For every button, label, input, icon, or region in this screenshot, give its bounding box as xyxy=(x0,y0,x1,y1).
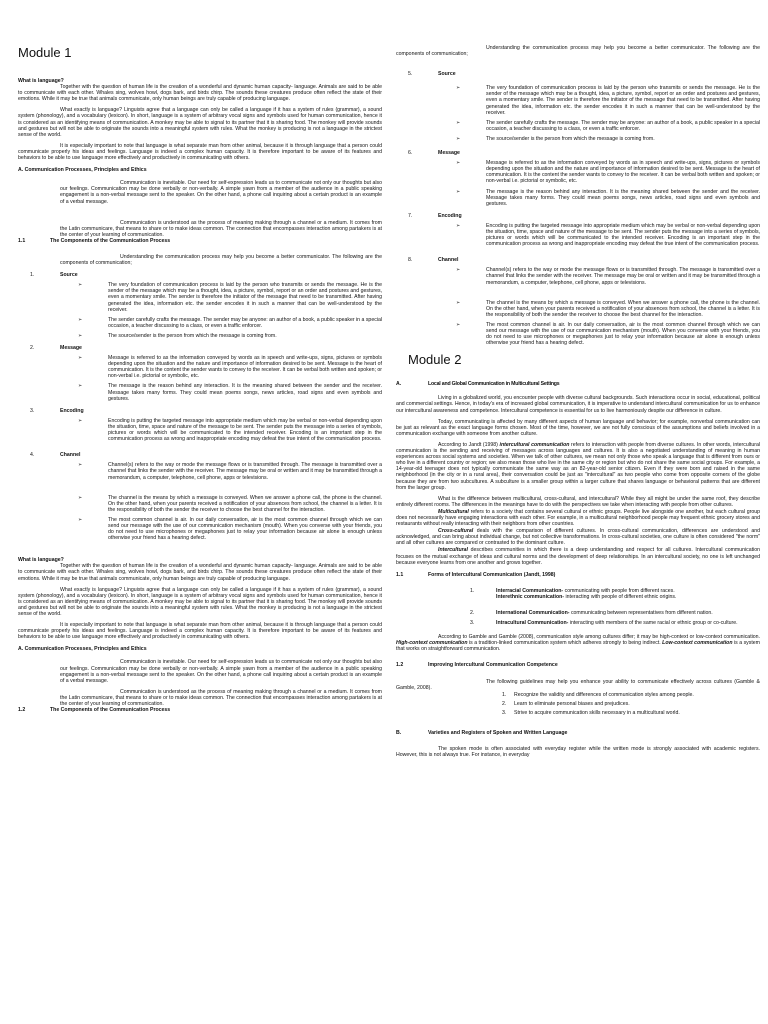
section-a-heading: A. Local and Global Communication in Multicultural Settings xyxy=(396,381,560,388)
paragraph: Intercultural describes communities in which there is a deep understanding and respect for all cultures. Intercultural communication focuses on the mutual exchange of ideas and cultural norms and the development of deep relationships. In an intercultural society, no one is left unchanged because everyone learns from one another and grows together. xyxy=(396,547,760,566)
list-item: ➢ The channel is the means by which a message is conveyed. When we answer a phone call, the phone is the channel. On the other hand, when your parents received a notification of your absences from school, the channel is a letter. It is the responsibility of both the sender the receiver to choose the best channel for the interaction. xyxy=(456,299,760,318)
paragraph: Together with the question of human life is the creation of a wonderful and dynamic human capacity- language. Animals are said to be able to communicate with each other. Whales sing, wolves howl, dogs bark, and birds chirp. The sounds these creatures produce often reflect the state of their emotions. While it may be true that animals communicate, only human beings are truly capable of producing language. xyxy=(18,563,382,582)
component-channel: 8. Channel xyxy=(408,257,459,264)
component-source: 5. Source xyxy=(408,71,456,78)
paragraph: According to Gamble and Gamble (2008), communication style among cultures differ; it may be high-context or low-context communication. High-context communication is a tradition-linked communication system which adheres strongly to being indirect. Low-context communication is a system that works on straightforward communication. xyxy=(396,634,760,653)
list-item: ➢ The very foundation of communication process is laid by the person who transmits or sends the message. He is the sender of the message which may be a thought, idea, a picture, symbol, report or an order and postures and gestures, even a momentary smile. The sender is therefore the initiator of the message that need to be transmitted. After having generated the idea, information etc. the sender encodes it in such a manner that can be well-understood by the receiver. xyxy=(456,85,760,116)
paragraph: Understanding the communication process may help you become a better communicator. The following are the components of communication; xyxy=(60,253,382,267)
paragraph: Communication is inevitable. Our need for self-expression leads us to communicate not only our thoughts but also our feelings. Communication may be done verbally or non-verbally. A simple yawn from a member of the audience in a public speaking engagement is a non-verbal message sent to the speaker. On the other hand, a phone call inquiring about a certain product is an example of a verbal message. xyxy=(60,180,382,205)
list-item: 1. Recognize the validity and differences of communication styles among people. xyxy=(502,691,694,698)
component-channel: 4. Channel xyxy=(30,452,81,459)
paragraph: It is especially important to note that language is what separate man from other animal, because it is through language that a person could communicate properly his ideas and feelings. Language is indeed a complex human capacity. It is therefore important to be aware of its features and behaviors to be able to use language more effectively and productively in communicating with others. xyxy=(18,142,382,162)
section-heading: A. Communication Processes, Principles and Ethics xyxy=(18,167,147,174)
section-1-1-heading: 1.1 Forms of Intercultural Communication (Jandt, 1998) xyxy=(396,571,556,578)
left-column xyxy=(18,0,382,1024)
paragraph: Living in a globalized world, you encounter people with diverse cultural backgrounds. Such interactions occur in social, educational, political and commercial settings. Hence, in today's era of increased global communication, it is imperative to understand intercultural communication for us to enhance our intercultural awareness and competence. Intercultural competence is essential for us to live harmoniously despite our difference in culture. xyxy=(396,395,760,414)
paragraph: According to Jandt (1998) intercultural communication refers to interaction with people from diverse cultures. In other words, intercultural communication is the sending and receiving of messages across languages and cultures. It is also a negotiated understanding of meaning in human experiences across social systems and societies. When we talk of other cultures, we mean not only those who speak a language that is different from ours or who live in a different country or region; we also mean those who live in the same city or region but who do not share the same social groups. For example, a 14-year-old teenager does not typically communicate the same way as an 82-year-old senior citizen. Even if they were born and raised in the same neighborhood (in the city or in a rural area), their conversation could be just as "intercultural" as two people who come from opposite corners of the globe because they are from two subcultures. A subculture is a smaller group within a larger culture that shares language or behavioral patterns that are different from the larger group. xyxy=(396,441,760,491)
component-message: 2. Message xyxy=(30,345,82,351)
list-item: 3. Intracultural Communication- interacting with members of the same racial or ethnic group or co-culture. xyxy=(470,620,738,627)
module-2-title: Module 2 xyxy=(408,352,462,368)
module-1-title: Module 1 xyxy=(18,45,72,60)
list-item: 2. International Communication- communicating between representatives from different nation. xyxy=(470,610,713,616)
component-encoding: 7. Encoding xyxy=(408,212,462,219)
list-item: 2. Learn to eliminate personal biases and prejudices. xyxy=(502,700,630,707)
list-item: 1. Interracial Communication- communicating with people from different races. Interethnic communication- interacting with people of different ethnic origins. xyxy=(470,587,677,600)
component-source: 1. Source xyxy=(30,272,78,279)
list-item: ➢ Message is referred to as the information conveyed by words as in speech and write-ups, signs, pictures or symbols depending upon the situation and the nature and importance of information desired to be sent. Message is the heart of communication. It is the content the sender wants to convey to the receiver. It can be verbal both written and spoken; or non-verbal i.e. pictorial or symbolic, etc. xyxy=(78,355,382,380)
paragraph: The following guidelines may help you enhance your ability to communicate effectively across cultures (Gamble & Gamble, 2008). xyxy=(396,678,760,691)
list-item: ➢ Channel(s) refers to the way or mode the message flows or is transmitted through. The message is transmitted over a channel that links the sender with the receiver. The message may be oral or written and it may be transmitted through a memorandum, a computer, telephone, cell phone, apps or televisions. xyxy=(456,267,760,286)
section-1-2-heading: 1.2 Improving Intercultural Communication Competence xyxy=(396,662,558,669)
section-heading: A. Communication Processes, Principles and Ethics xyxy=(18,646,147,653)
list-item: ➢ Encoding is putting the targeted message into appropriate medium which may be verbal or non-verbal depending upon the situation, time, space and nature of the message to be sent. The sender puts the message into a series of symbols, pictures or words which will be communicated to the intended receiver. Encoding is an important step in the communication process as wrong and inappropriate encoding may defeat the true intent of the communication process. xyxy=(456,222,760,248)
paragraph: Multicultural refers to a society that contains several cultural or ethnic groups. People live alongside one another, but each cultural group does not necessarily have engaging interactions with each other. For example, in a multicultural neighborhood people may frequent ethnic grocery stores and restaurants without really interacting with their neighbors from other countries. xyxy=(396,508,760,528)
paragraph: Together with the question of human life is the creation of a wonderful and dynamic human capacity- language. Animals are said to be able to communicate with each other. Whales sing, wolves howl, dogs bark, and birds chirp. The sounds these creatures produce often reflect the state of their emotions. While it may be true that animals communicate, only human beings are truly capable of producing language. xyxy=(18,84,382,103)
what-is-language-heading: What is language? xyxy=(18,78,64,84)
paragraph: Understanding the communication process may help you become a better communicator. The following are the components of communication; xyxy=(396,45,760,58)
paragraph: The spoken mode is often associated with everyday register while the written mode is strongly associated with academic registers. However, this is not always true. For instance, in everyday xyxy=(396,746,760,759)
what-is-language-heading: What is language? xyxy=(18,557,64,564)
list-item: ➢ Encoding is putting the targeted message into appropriate medium which may be verbal or non-verbal depending upon the situation, time, space and nature of the message to be sent. The sender puts the message into a series of symbols, pictures or words which will be communicated to the intended receiver. Encoding is an important step in the communication process as wrong and inappropriate encoding may defeat the true intent of the communication process. xyxy=(78,417,382,443)
paragraph: What is the difference between multicultural, cross-cultural, and intercultural? While they all might be under the same roof, they describe entirely different rooms. The differences in the meanings have to do with the perspectives we take when interacting with people from other cultures. xyxy=(396,495,760,508)
component-message: 6. Message xyxy=(408,150,460,157)
list-item: ➢ Channel(s) refers to the way or mode the message flows or is transmitted through. The message is transmitted over a channel that links the sender with the receiver. The message may be oral or written and it may be transmitted through a memorandum, a computer, telephone, cell phone, apps or televisions. xyxy=(78,462,382,481)
paragraph: Communication is inevitable. Our need for self-expression leads us to communicate not only our thoughts but also our feelings. Communication may be done verbally or non-verbally. A simple yawn from a member of the audience in a public speaking engagement is a non-verbal message sent to the speaker. On the other hand, a phone call inquiring about a certain product is an example of a verbal message. xyxy=(60,659,382,684)
paragraph: What exactly is language? Linguists agree that a language can only be called a language if it has a system of rules (grammar), a sound system (phonology), and a vocabulary (lexicon). In short, language is a system of arbitrary vocal signs and symbols used for human communication, hence it is considered as an identifying means of communication. A monkey may be able to signal to its partner that it is sharing food. The monkey will provide sounds and gestures but will not be able to originate the sounds into a meaningful system with rules. What the monkey is producing is not a language in the strictest sense of the world. xyxy=(18,586,382,617)
paragraph: Cross-cultural deals with the comparison of different cultures. In cross-cultural communication, differences are understood and acknowledged, and can bring about individual change, but not collective transformations. In cross-cultural societies, one culture is often considered "the norm" and all other cultures are compared or contrasted to the dominant culture. xyxy=(396,528,760,547)
paragraph: What exactly is language? Linguists agree that a language can only be called a language if it has a system of rules (grammar), a sound system (phonology), and a vocabulary (lexicon). In short, language is a system of arbitrary vocal signs and symbols used for human communication, hence it is considered as an identifying means of communication. A monkey may be able to signal to its partner that it is sharing food. The monkey will provide sounds and gestures but will not be able to originate the sounds into a meaningful system with rules. What the monkey is producing is not a language in the strictest sense of the world. xyxy=(18,107,382,138)
component-encoding: 3. Encoding xyxy=(30,407,84,414)
paragraph: Communication is understood as the process of meaning making through a channel or a medium. It comes from the Latin communicare, that means to share or to make ideas common. The connection that encompasses interaction among partakers is at the center of your learning of communication. xyxy=(60,688,382,708)
list-item: 3. Strive to acquire communication skills necessary in a multicultural world. xyxy=(502,709,680,716)
section-1-1-heading: 1.1 The Components of the Communication Process xyxy=(18,237,171,244)
paragraph: Communication is understood as the process of meaning making through a channel or a medium. It comes from the Latin communicare, that means to share or to make ideas common. The connection that encompasses interaction among partakers is at the center of your learning of communication. xyxy=(60,219,382,238)
section-b-heading: B. Varieties and Registers of Spoken and Written Language xyxy=(396,730,568,737)
list-item: ➢ The message is the reason behind any interaction. It is the meaning shared between the sender and the receiver. Message takes many forms. They could mean poems songs, news articles, road signs and even symbols and gestures. xyxy=(456,188,760,207)
right-column xyxy=(396,0,760,1024)
list-item: ➢ The sender carefully crafts the message. The sender may be anyone: an author of a book, a public speaker in a special occasion, a teacher discussing to a class, or even a traffic enforcer. xyxy=(456,119,760,132)
paragraph: Today, communicating is affected by many different aspects of human language and behavior; for example, nonverbal communication can be just as relevant as the exact language forms chosen. Most of the time, however, we are not fully conscious of the assumptions and beliefs involved in a communication exchange with someone from another culture. xyxy=(396,418,760,437)
list-item: ➢ The source/sender is the person from which the message is coming from. xyxy=(456,135,655,142)
list-item: ➢ The sender carefully crafts the message. The sender may be anyone: an author of a book, a public speaker in a special occasion, a teacher discussing to a class, or even a traffic enforcer. xyxy=(78,316,382,329)
paragraph: It is especially important to note that language is what separate man from other animal, because it is through language that a person could communicate properly his ideas and feelings. Language is indeed a complex human capacity. It is therefore important to be aware of its features and behaviors to be able to use language more effectively and productively in communicating with others. xyxy=(18,622,382,641)
list-item: ➢ The very foundation of communication process is laid by the person who transmits or sends the message. He is the sender of the message which may be a thought, idea, a picture, symbol, report or an order and postures and gestures, even a momentary smile. The sender is therefore the initiator of the message that need to be transmitted. After having generated the idea, information etc. the sender encodes it in such a manner that can be well-understood by the receiver. xyxy=(78,282,382,313)
list-item: ➢ Message is referred to as the information conveyed by words as in speech and write-ups, signs, pictures or symbols depending upon the situation and the nature and importance of information desired to be sent. Message is the heart of communication. It is the content the sender wants to convey to the receiver. It can be verbal both written and spoken; or non-verbal i.e. pictorial or symbolic, etc. xyxy=(456,160,760,185)
list-item: ➢ The message is the reason behind any interaction. It is the meaning shared between the sender and the receiver. Message takes many forms. They could mean poems songs, news articles, road signs and even symbols and gestures. xyxy=(78,383,382,402)
list-item: ➢ The most common channel is air. In our daily conversation, air is the most common channel through which we can send our message with the use of our communication mechanism (mouth). When you converse with your friends, you do not need to use microphones or megaphones just to relay your information because air alone is enough unless otherwise your friend has a hearing defect. xyxy=(456,321,760,347)
section-1-2-heading: 1.2 The Components of the Communication Process xyxy=(18,707,171,714)
list-item: ➢ The source/sender is the person from which the message is coming from. xyxy=(78,332,277,339)
list-item: ➢ The most common channel is air. In our daily conversation, air is the most common channel through which we can send our message with the use of our communication mechanism (mouth). When you converse with your friends, you do not need to use microphones or megaphones just to relay your information because air alone is enough unless otherwise your friend has a hearing defect. xyxy=(78,516,382,542)
list-item: ➢ The channel is the means by which a message is conveyed. When we answer a phone call, the phone is the channel. On the other hand, when your parents received a notification of your absences from school, the channel is a letter. It is the responsibility of both the sender the receiver to choose the best channel for the interaction. xyxy=(78,494,382,513)
